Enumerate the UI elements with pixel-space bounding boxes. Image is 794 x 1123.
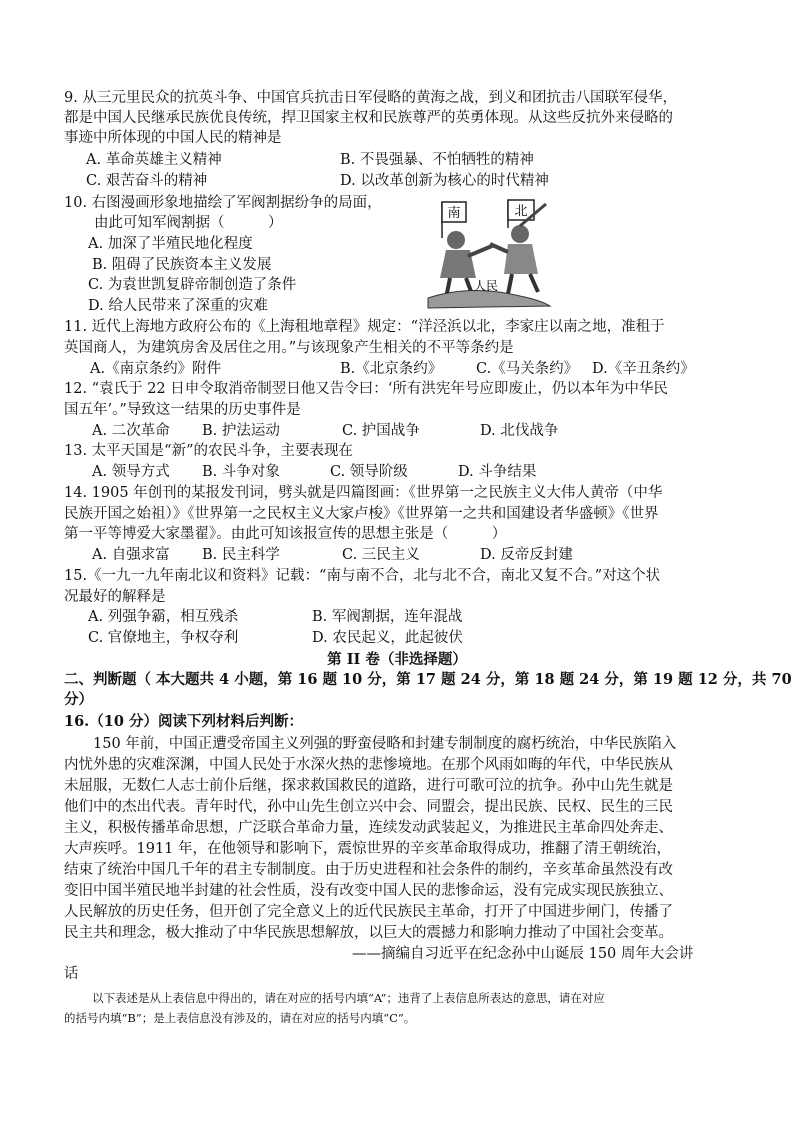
q10-stem-line-1: 10. 右图漫画形象地描绘了军阀割据纷争的局面， xyxy=(64,195,382,211)
q13-option-d: D. 斗争结果 xyxy=(458,464,537,480)
q14-stem-line-2: 民族开国之始祖）》《世界第一之民权主义大家卢梭》《世界第一之共和国建设者华盛顿》《世界 xyxy=(64,506,659,522)
q12-stem-line-2: 国五年’。”导致这一结果的历史事件是 xyxy=(64,402,301,418)
q15-stem-line-1: 15.《一九一九年南北议和资料》记载：“南与南不合，北与北不合，南北又复不合。”对这个状 xyxy=(64,568,661,584)
q9-option-a: A. 革命英雄主义精神 xyxy=(86,152,222,168)
q11-stem-line-1: 11. 近代上海地方政府公布的《上海租地章程》规定：“洋泾浜以北，李家庄以南之地，准租于 xyxy=(64,319,665,335)
q14-option-b: B. 民主科学 xyxy=(202,547,280,563)
q11-option-d: D.《辛丑条约》 xyxy=(592,361,695,377)
q10-option-c: C. 为袁世凯复辟帝制创造了条件 xyxy=(88,277,297,293)
q9-stem-line-1: 9. 从三元里民众的抗英斗争、中国官兵抗击日军侵略的黄海之战，到义和团抗击八国联军侵华， xyxy=(64,90,677,106)
flag-south-label: 南 xyxy=(447,206,461,221)
section-2-heading-line-2: 分） xyxy=(64,691,93,708)
q14-stem-line-3: 第一平等博爱大家墨翟》。由此可知该报宣传的思想主张是（ ） xyxy=(64,526,507,542)
q14-option-a: A. 自强求富 xyxy=(92,547,170,563)
q16-title: 16.（10 分）阅读下列材料后判断： xyxy=(64,713,303,730)
q10-option-b: B. 阻碍了民族资本主义发展 xyxy=(92,257,272,273)
q16-paragraph-line-1: 150 年前，中国正遭受帝国主义列强的野蛮侵略和封建专制制度的腐朽统治，中华民族陷入 xyxy=(64,736,677,752)
q15-option-c: C. 官僚地主，争权夺利 xyxy=(88,630,239,646)
q10-stem-line-2: 由此可知军阀割据（ ） xyxy=(94,215,283,231)
q12-option-b: B. 护法运动 xyxy=(202,423,280,439)
q11-option-b: B.《北京条约》 xyxy=(340,361,443,377)
volume-ii-title: 第 II 卷（非选择题） xyxy=(327,651,467,668)
q16-paragraph-line-5: 主义，积极传播革命思想，广泛联合革命力量，连续发动武装起义，为推进民主革命四处奔走、 xyxy=(64,820,673,836)
q15-stem-line-2: 况最好的解释是 xyxy=(64,589,166,605)
people-label: 人民 xyxy=(473,279,499,293)
section-2-heading-line-1: 二、判断题（ 本大题共 4 小题，第 16 题 10 分，第 17 题 24 分，第 18 题 24 分，第 19 题 12 分，共 70 xyxy=(64,671,792,688)
q16-paragraph-line-2: 内忧外患的灾难深渊，中国人民处于水深火热的悲惨境地。在那个风雨如晦的年代，中华民族从 xyxy=(64,757,673,773)
q16-paragraph-line-10: 民主共和理念，极大推动了中华民族思想解放，以巨大的震撼力和影响力推动了中国社会变革。 xyxy=(64,925,673,941)
q13-option-b: B. 斗争对象 xyxy=(202,464,280,480)
q9-stem-line-2: 都是中国人民继承民族优良传统，捍卫国家主权和民族尊严的英勇体现。从这些反抗外来侵略的 xyxy=(64,110,673,126)
q12-option-a: A. 二次革命 xyxy=(92,423,170,439)
q16-source-line-2: 话 xyxy=(64,966,79,982)
q16-paragraph-line-3: 未屈服，无数仁人志士前仆后继，探求救国救民的道路，进行可歌可泣的抗争。孙中山先生就是 xyxy=(64,778,673,794)
q14-option-d: D. 反帝反封建 xyxy=(480,547,573,563)
flag-north-label: 北 xyxy=(514,204,528,219)
q9-stem-line-3: 事迹中所体现的中国人民的精神是 xyxy=(64,130,282,146)
q9-option-b: B. 不畏强暴、不怕牺牲的精神 xyxy=(340,152,534,168)
q16-source-line-1: ——摘编自习近平在纪念孙中山诞辰 150 周年大会讲 xyxy=(352,946,694,962)
q15-option-b: B. 军阀割据，连年混战 xyxy=(312,609,463,625)
q15-option-d: D. 农民起义，此起彼伏 xyxy=(312,630,463,646)
q14-option-c: C. 三民主义 xyxy=(342,547,420,563)
q13-option-a: A. 领导方式 xyxy=(92,464,170,480)
q13-option-c: C. 领导阶级 xyxy=(330,464,408,480)
q12-stem-line-1: 12. “袁氏于 22 日申令取消帝制翌日他又告令曰：‘所有洪宪年号应即废止，仍以本年为中华民 xyxy=(64,381,668,397)
q16-instruction-line-2: 的括号内填“B”；是上表信息没有涉及的，请在对应的括号内填“C”。 xyxy=(64,1011,416,1025)
q14-stem-line-1: 14. 1905 年创刊的某报发刊词，劈头就是四篇图画：《世界第一之民族主义大伟人黄帝（中华 xyxy=(64,485,663,501)
q10-option-d: D. 给人民带来了深重的灾难 xyxy=(88,298,268,314)
q12-option-c: C. 护国战争 xyxy=(342,423,420,439)
q11-stem-line-2: 英国商人，为建筑房舍及居住之用。”与该现象产生相关的不平等条约是 xyxy=(64,340,514,356)
q16-paragraph-line-9: 人民解放的历史任务，但开创了完全意义上的近代民族民主革命，打开了中国进步闸门，传播了 xyxy=(64,904,673,920)
q13-stem-line-1: 13. 太平天国是“新”的农民斗争，主要表现在 xyxy=(64,443,353,459)
q15-option-a: A. 列强争霸，相互残杀 xyxy=(88,609,239,625)
warlord-cartoon xyxy=(420,198,558,310)
q16-instruction-line-1: 以下表述是从上表信息中得出的，请在对应的括号内填“A”；违背了上表信息所表达的意思，请在对应 xyxy=(92,991,605,1005)
q11-option-c: C.《马关条约》 xyxy=(476,361,579,377)
q11-option-a: A.《南京条约》附件 xyxy=(90,361,222,377)
q16-paragraph-line-8: 变旧中国半殖民地半封建的社会性质，没有改变中国人民的悲惨命运，没有完成实现民族独立、 xyxy=(64,883,673,899)
q16-paragraph-line-6: 大声疾呼。1911 年，在他领导和影响下，震惊世界的辛亥革命取得成功，推翻了清王朝统治， xyxy=(64,841,672,857)
q16-paragraph-line-7: 结束了统治中国几千年的君主专制制度。由于历史进程和社会条件的制约，辛亥革命虽然没有改 xyxy=(64,862,673,878)
q16-paragraph-line-4: 他们中的杰出代表。青年时代，孙中山先生创立兴中会、同盟会，提出民族、民权、民生的三民 xyxy=(64,799,673,815)
q10-option-a: A. 加深了半殖民地化程度 xyxy=(88,236,253,252)
q9-option-d: D. 以改革创新为核心的时代精神 xyxy=(340,173,549,189)
q9-option-c: C. 艰苦奋斗的精神 xyxy=(86,173,208,189)
q12-option-d: D. 北伐战争 xyxy=(480,423,559,439)
